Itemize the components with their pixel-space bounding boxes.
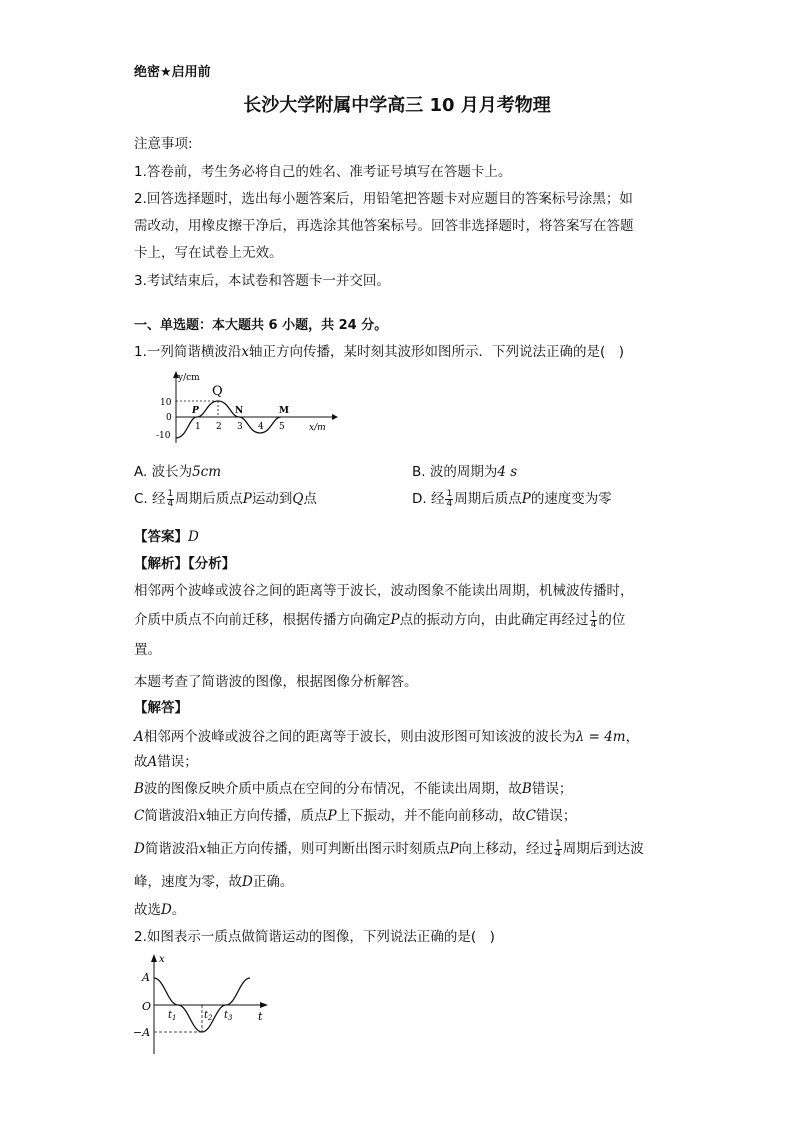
t3-label: t [224, 1010, 229, 1021]
solution-C: C简谐波沿x轴正方向传播，质点P上下振动，并不能向前移动，故C错误； [134, 808, 577, 824]
svg-text:t3: $t_3$ [224, 1010, 233, 1022]
secret-label: 绝密★启用前 [134, 65, 211, 80]
y-tick-10: 10 [160, 398, 172, 408]
solution-D-line1: D简谐波沿x轴正方向传播，则可判断出图示时刻质点P向上移动，经过 $\frac{1}{4}$ 周期后到达波 [134, 838, 644, 859]
solution-A-line1: A相邻两个波峰或波谷之间的距离等于波长，则由波形图可知该波的波长为λ = 4m， [134, 729, 640, 745]
notice-heading: 注意事项: [134, 136, 193, 152]
x-axis-arrow [151, 954, 157, 962]
point-M-label: M [279, 406, 289, 416]
question-1-stem: 1.一列简谐横波沿x轴正方向传播，某时刻其波形如图所示．下列说法正确的是( ) [134, 344, 625, 360]
notice-item-2-line3: 卡上，写在试卷上无效。 [134, 245, 283, 261]
option-A: A. 波长为5cm [134, 464, 222, 480]
O-label: O [142, 1000, 152, 1013]
x-axis-arrow [332, 414, 338, 420]
answer-line: 【答案】D [134, 529, 199, 545]
analysis-line1: 相邻两个波峰或波谷之间的距离等于波长，波动图象不能读出周期，机械波传播时， [134, 583, 634, 599]
x-label: x [159, 954, 165, 965]
t2-label: t [204, 1010, 209, 1021]
fraction-quarter: $\frac{1}{4}$ [167, 488, 174, 509]
option-D: D. 经 $\frac{1}{4}$ 周期后质点P的速度变为零 [412, 488, 612, 509]
A-label: A [142, 971, 150, 984]
section-heading: 一、单选题：本大题共 6 小题，共 24 分。 [134, 318, 388, 333]
negA-label: −A [133, 1026, 151, 1039]
t-axis-arrow [260, 1002, 268, 1008]
t1-label: t [168, 1010, 173, 1021]
t-label: t [258, 1010, 263, 1023]
notice-item-2-line1: 2.回答选择题时，选出每小题答案后，用铅笔把答题卡对应题目的答案标号涂黑；如 [134, 191, 633, 207]
point-N-label: N [235, 406, 244, 416]
solution-label: 【解答】 [134, 700, 188, 716]
x-tick-2: 2 [216, 422, 222, 432]
notice-item-3: 3.考试结束后，本试卷和答题卡一并交回。 [134, 273, 390, 289]
conclusion: 故选D。 [134, 902, 186, 918]
fraction-quarter: $\frac{1}{4}$ [555, 838, 561, 859]
analysis-line4: 本题考查了简谐波的图像，根据图像分析解答。 [134, 674, 418, 690]
x-tick-4: 4 [258, 422, 264, 432]
svg-text:t2: $t_2$ [204, 1010, 213, 1022]
x-axis-label: x/m [309, 423, 326, 433]
y-axis-label: y/cm [178, 373, 200, 383]
x-tick-3: 3 [237, 422, 243, 432]
oscillation-graph [128, 950, 278, 1060]
solution-D-line2: 峰，速度为零，故D正确。 [134, 874, 294, 890]
question-2-stem: 2.如图表示一质点做简谐运动的图像，下列说法正确的是( ) [134, 929, 495, 945]
x-tick-1: 1 [195, 422, 201, 432]
fraction-quarter: $\frac{1}{4}$ [590, 609, 597, 630]
solution-B: B波的图像反映介质中质点在空间的分布情况，不能读出周期，故B错误； [134, 781, 573, 797]
notice-item-2-line2: 需改动，用橡皮擦干净后，再选涂其他答案标号。回答非选择题时，将答案写在答题 [134, 218, 634, 234]
point-P-label: P [192, 406, 199, 416]
x-tick-5: 5 [279, 422, 285, 432]
option-C: C. 经 $\frac{1}{4}$ 周期后质点P运动到Q点 [134, 488, 317, 509]
wave-graph [152, 368, 342, 448]
solution-A-line2: 故A错误； [134, 754, 198, 770]
y-tick-0: 0 [166, 413, 172, 423]
y-tick-neg10: -10 [156, 431, 171, 441]
analysis-line3: 置。 [134, 642, 161, 658]
fraction-quarter: $\frac{1}{4}$ [446, 488, 453, 509]
page-title: 长沙大学附属中学高三 10 月月考物理 [243, 95, 551, 116]
point-Q-label: Q [212, 384, 223, 399]
option-B: B. 波的周期为4 s [412, 464, 518, 480]
analysis-label: 【解析】【分析】 [134, 556, 236, 572]
notice-item-1: 1.答卷前，考生务必将自己的姓名、准考证号填写在答题卡上。 [134, 164, 512, 180]
analysis-line2: 介质中质点不向前迁移，根据传播方向确定P点的振动方向，由此确定再经过 $\frac{1}{4}$ 的位 [134, 609, 626, 630]
svg-text:t1: $t_1$ [168, 1010, 177, 1022]
